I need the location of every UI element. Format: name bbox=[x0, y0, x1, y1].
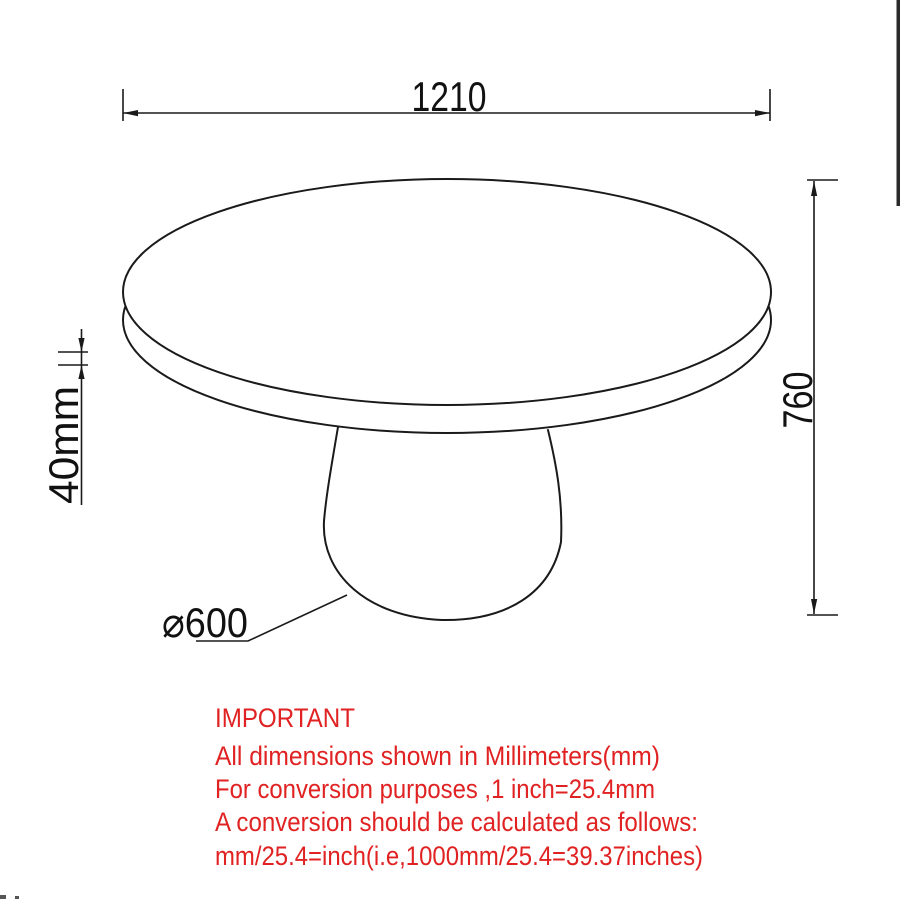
dim-base-diameter bbox=[162, 595, 347, 646]
scan-border-artifact bbox=[897, 0, 900, 206]
notes-line: A conversion should be calculated as follows: bbox=[215, 807, 698, 837]
scan-speck bbox=[15, 896, 19, 899]
dim-height bbox=[774, 180, 838, 615]
dim-width bbox=[123, 73, 770, 121]
table-figure bbox=[123, 179, 771, 620]
notes-line: mm/25.4=inch(i.e,1000mm/25.4=39.37inches) bbox=[215, 841, 703, 871]
dim-height-arrow-top bbox=[811, 181, 817, 196]
notes-line: All dimensions shown in Millimeters(mm) bbox=[215, 741, 660, 771]
notes-line: For conversion purposes ,1 inch=25.4mm bbox=[215, 774, 655, 804]
dim-thickness-arrow-down bbox=[78, 338, 84, 352]
dim-thickness-arrow-up bbox=[78, 365, 84, 379]
dim-height-label: 760 bbox=[774, 358, 821, 429]
dim-width-arrow-right bbox=[755, 110, 770, 116]
dim-base-diameter-label: ⌀600 bbox=[162, 599, 248, 646]
dim-thickness bbox=[40, 329, 88, 505]
dim-height-arrow-bottom bbox=[811, 599, 817, 614]
dim-width-arrow-left bbox=[123, 110, 138, 116]
notes-block bbox=[215, 703, 703, 871]
pedestal-base-outline bbox=[324, 427, 561, 620]
dim-thickness-label: 40mm bbox=[40, 387, 87, 504]
notes-heading: IMPORTANT bbox=[215, 703, 355, 733]
dim-width-label: 1210 bbox=[411, 73, 487, 120]
tabletop-top-ellipse bbox=[123, 179, 771, 405]
scan-speck bbox=[0, 895, 6, 899]
